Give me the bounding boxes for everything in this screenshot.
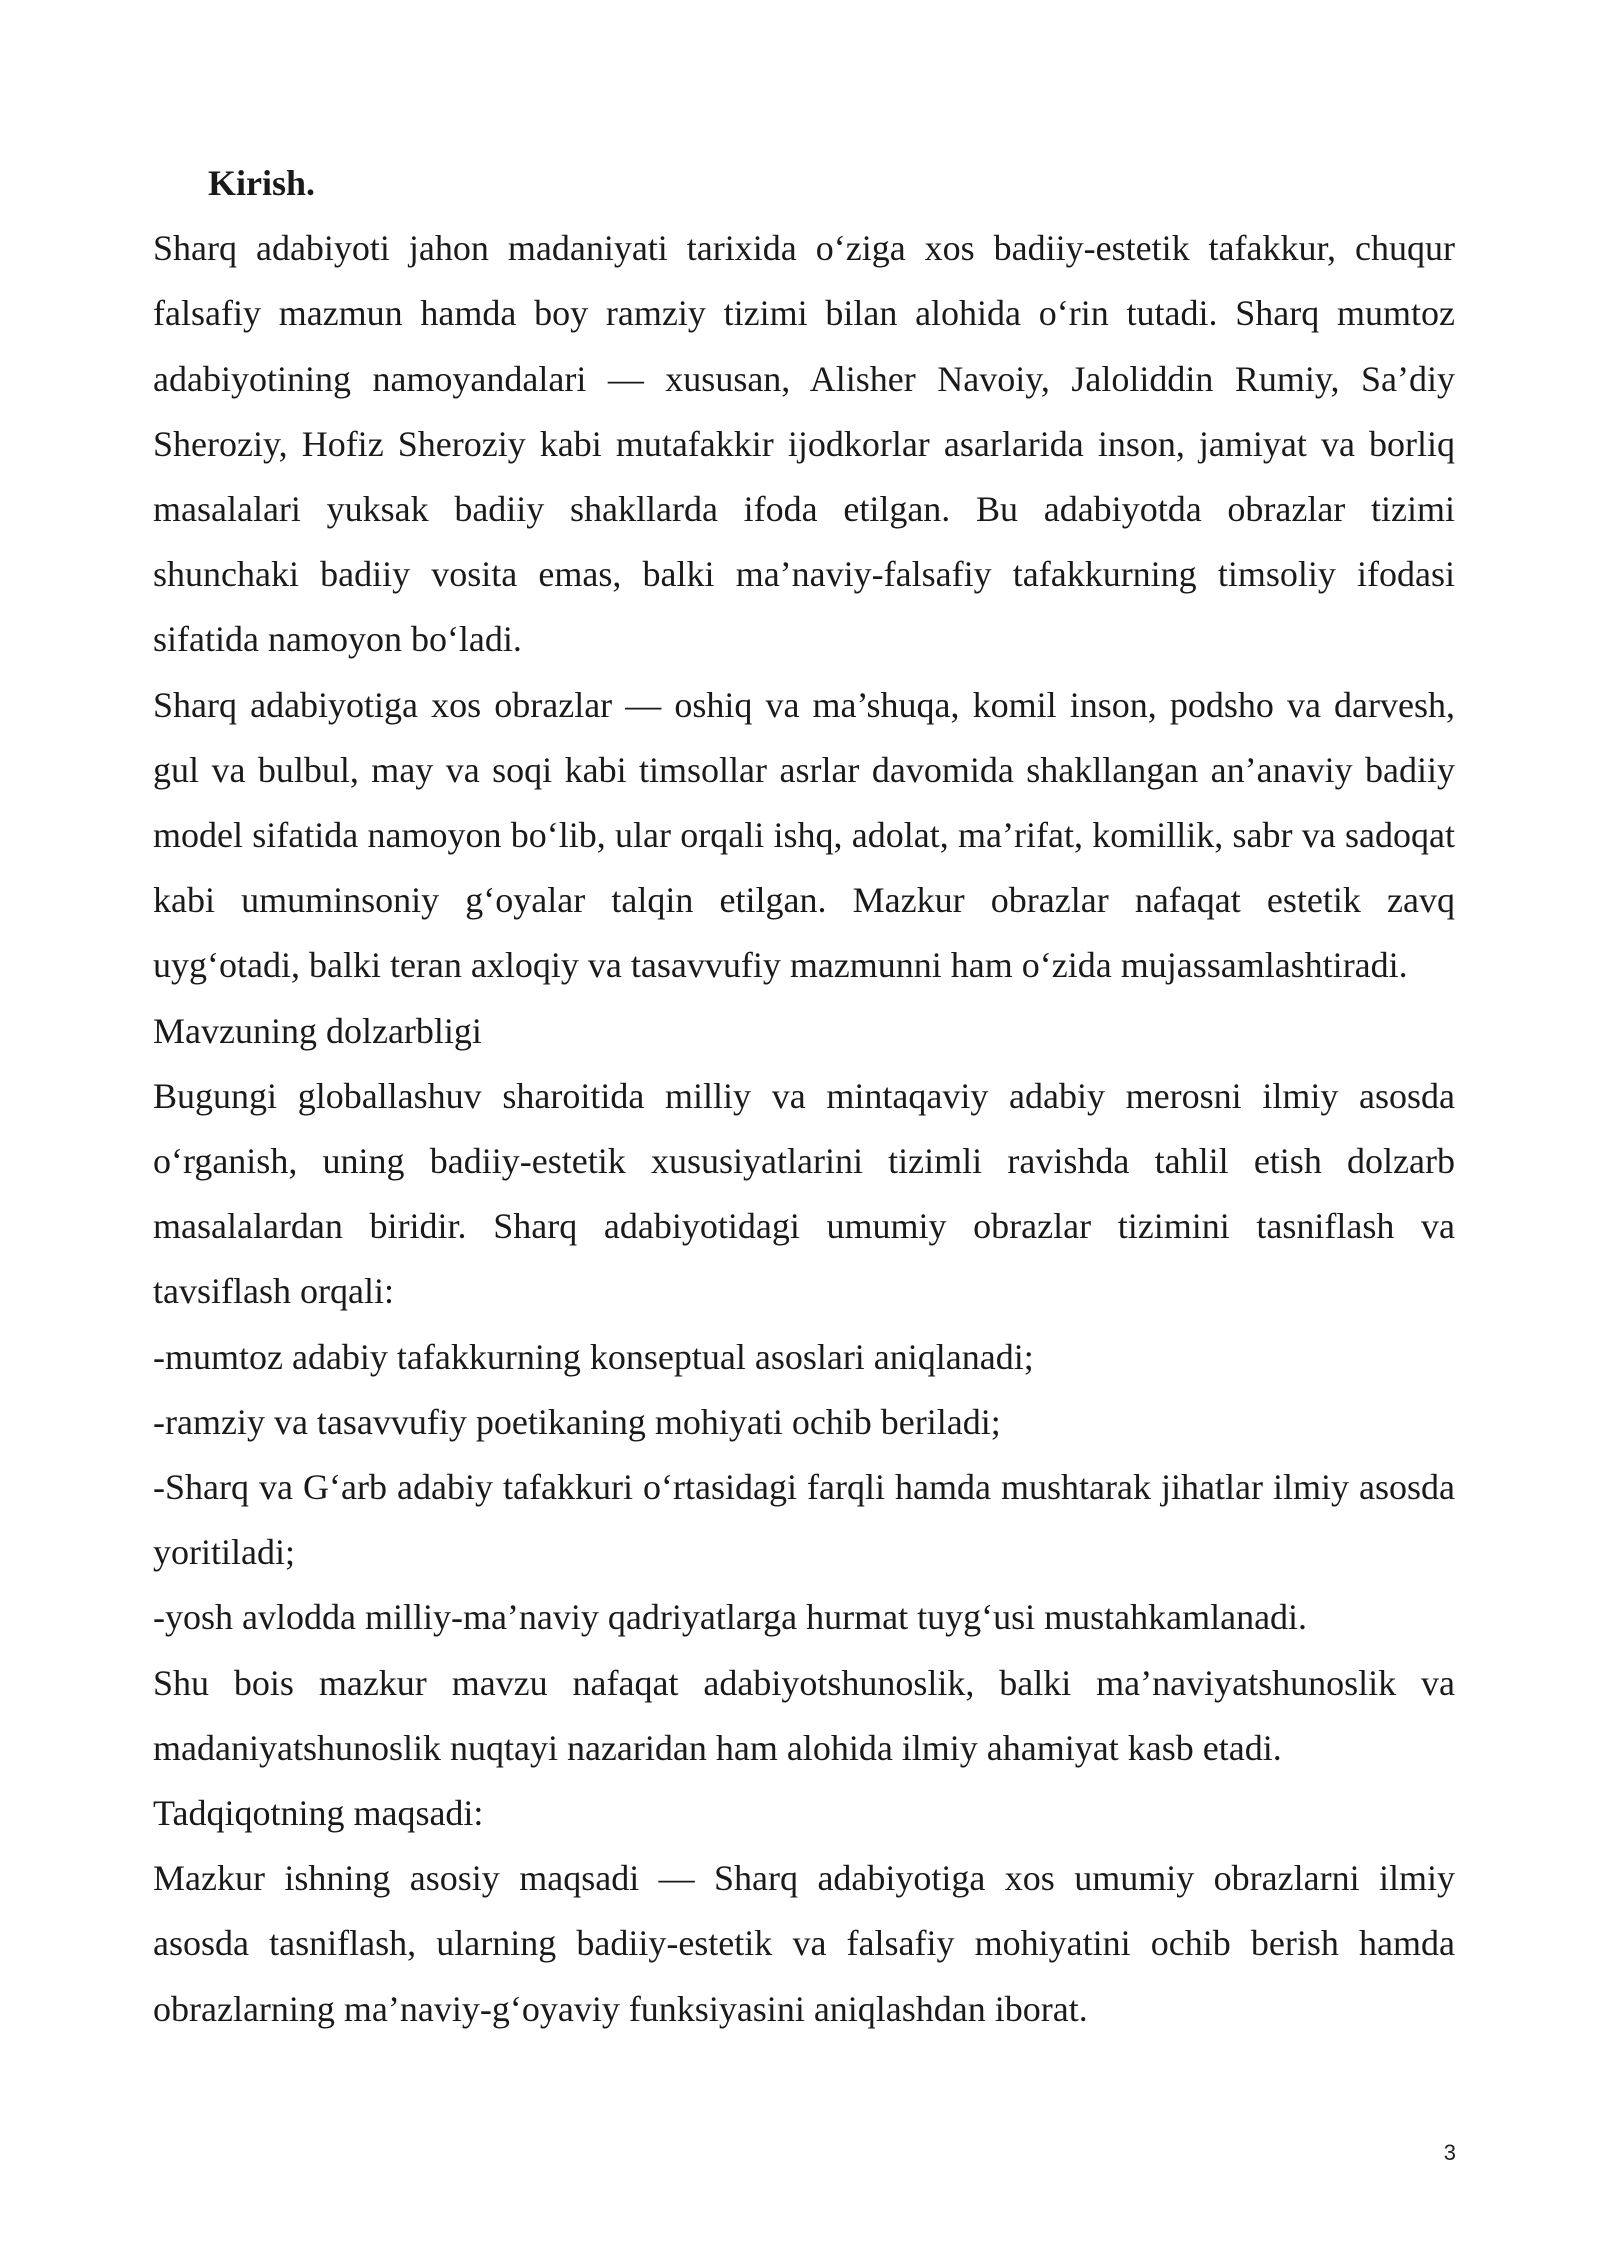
- goal-heading: Tadqiqotning maqsadi:: [153, 1793, 484, 1834]
- intro-paragraph: Sharq adabiyoti jahon madaniyati tarixida o‘ziga xos badiiy-estetik tafakkur, chuqur falsafiy mazmun hamda boy ramziy tizimi bilan alohida o‘rin tutadi. Sharq mumtoz adabiyotining namoyandalari — xususan, Alisher Navoiy, Jaloliddin Rumiy, Sa’diy Sheroziy, Hofiz Sheroziy kabi mutafakkir ijodkorlar asarlarida inson, jamiyat va borliq masalalari yuksak badiiy shakllarda ifoda etilgan. Bu adabiyotda obrazlar tizimi shunchaki badiiy vosita emas, balki ma’naviy-falsafiy tafakkurning timsoliy ifodasi sifatida namoyon bo‘ladi.: [153, 228, 1455, 660]
- images-paragraph: Sharq adabiyotiga xos obrazlar — oshiq va ma’shuqa, komil inson, podsho va darvesh, gul va bulbul, may va soqi kabi timsollar asrlar davomida shakllangan an’anaviy badiiy model sifatida namoyon bo‘lib, ular orqali ishq, adolat, ma’rifat, komillik, sabr va sadoqat kabi umuminsoniy g‘oyalar talqin etilgan. Mazkur obrazlar nafaqat estetik zavq uyg‘otadi, balki teran axloqiy va tasavvufiy mazmunni ham o‘zida mujassamlashtiradi.: [153, 684, 1455, 986]
- relevance-heading: Mavzuning dolzarbligi: [153, 1010, 482, 1051]
- goal-paragraph: Mazkur ishning asosiy maqsadi — Sharq adabiyotiga xos umumiy obrazlarni ilmiy asosda tasniflash, ularning badiiy-estetik va falsafiy mohiyatini ochib berish hamda obrazlarning ma’naviy-g‘oyaviy funksiyasini aniqlashdan iborat.: [153, 1858, 1455, 2029]
- section-heading: Kirish.: [208, 163, 316, 203]
- list-item: -mumtoz adabiy tafakkurning konseptual asoslari aniqlanadi;: [153, 1336, 1034, 1377]
- page-number: 3: [1443, 2140, 1456, 2165]
- relevance-paragraph: Bugungi globallashuv sharoitida milliy va mintaqaviy adabiy merosni ilmiy asosda o‘rganish, uning badiiy-estetik xususiyatlarini tizimli ravishda tahlil etish dolzarb masalalardan biridir. Sharq adabiyotidagi umumiy obrazlar tizimini tasniflash va tavsiflash orqali:: [153, 1075, 1455, 1312]
- list-item: -ramziy va tasavvufiy poetikaning mohiyati ochib beriladi;: [153, 1401, 1001, 1442]
- page-body: [153, 151, 1455, 2042]
- list-item: -yosh avlodda milliy-ma’naviy qadriyatlarga hurmat tuyg‘usi mustahkamlanadi.: [153, 1597, 1308, 1638]
- list-item: -Sharq va G‘arb adabiy tafakkuri o‘rtasidagi farqli hamda mushtarak jihatlar ilmiy asosda yoritiladi;: [153, 1467, 1455, 1573]
- importance-paragraph: Shu bois mazkur mavzu nafaqat adabiyotshunoslik, balki ma’naviyatshunoslik va madaniyatshunoslik nuqtayi nazaridan ham alohida ilmiy ahamiyat kasb etadi.: [153, 1662, 1455, 1768]
